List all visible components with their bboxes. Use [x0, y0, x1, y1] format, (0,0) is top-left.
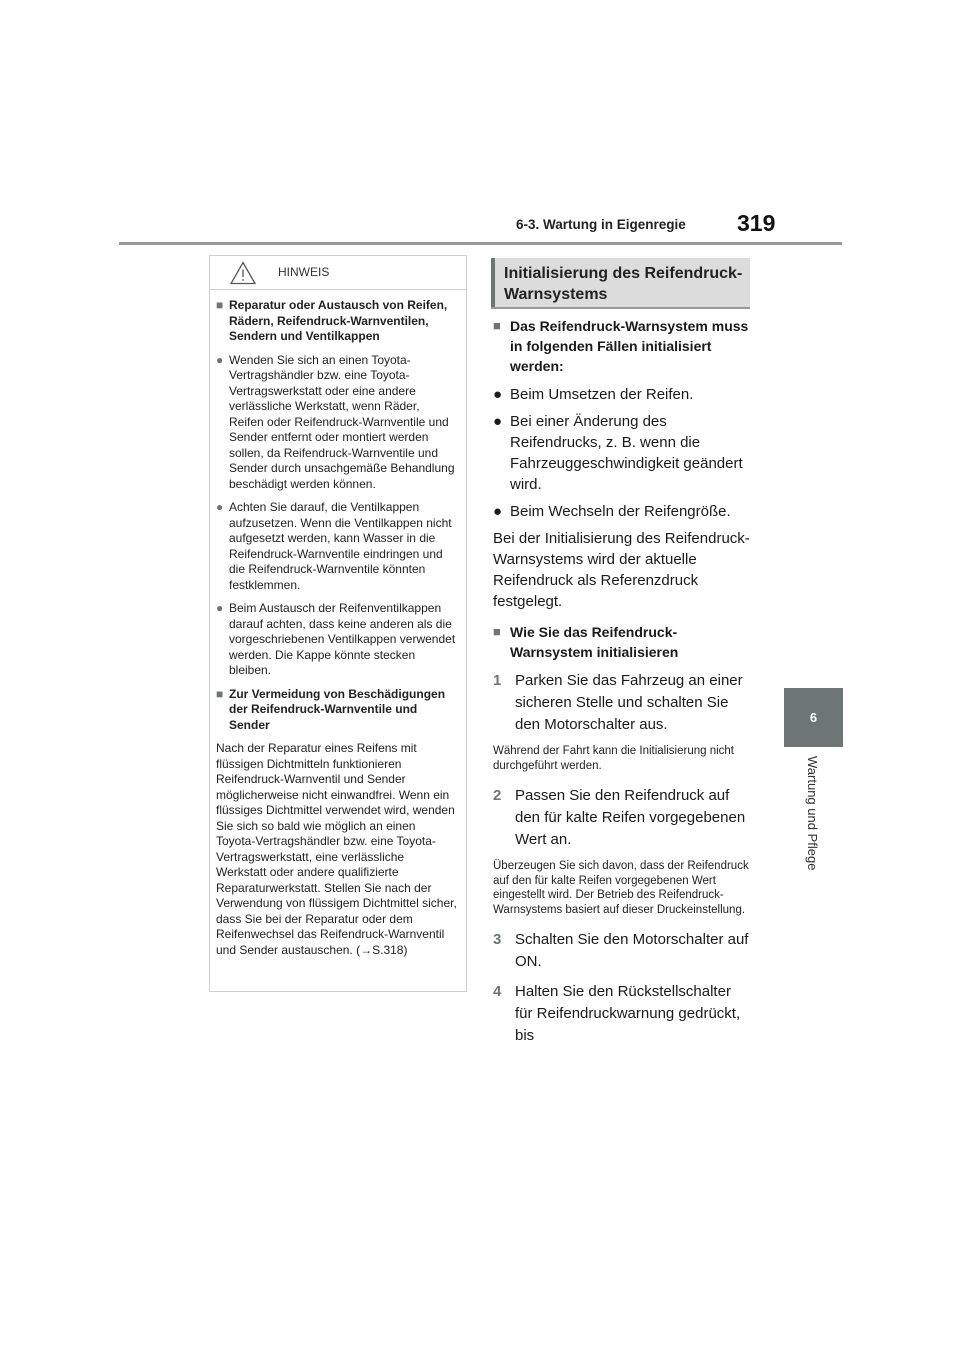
paragraph: Bei der Initialisierung des Reifendruck-Warnsystems wird der aktuelle Reifendruck als Referenzdruck festgelegt. [493, 530, 750, 610]
main-content [493, 316, 751, 1055]
step-note: Überzeugen Sie sich davon, dass der Reifendruck auf den für kalte Reifen vorgegebenen Wert eingestellt wird. Der Betrieb des Reifendruck-Warnsystems basiert auf dieser Druckeinstellung. [493, 860, 749, 916]
step-number: 2 [493, 787, 502, 804]
warning-icon [230, 261, 256, 285]
chapter-label: Wartung und Pflege [805, 756, 820, 871]
square-bullet-icon: ■ [216, 298, 224, 312]
notice-paragraph: Nach der Reparatur eines Reifens mit flüssigen Dichtmitteln funktionieren Reifendruck-Warnventil und Sender möglicherweise nicht einwandfrei. Wenn ein flüssiges Dichtmittel verwendet wird, wenden Sie sich so bald wie möglich an einen Toyota-Vertragshändler bzw. eine Toyota-Vertragswerkstatt, eine verlässliche Werkstatt oder andere qualifizierte Reparaturwerkstatt. Stellen Sie nach der Verwendung von flüssigem Dichtmittel sicher, dass Sie bei der Reparatur oder dem Reifenwechsel das Reifendruck-Warnventil und Sender austauschen. (→S.318) [216, 741, 457, 957]
step-item [493, 670, 751, 736]
notice-heading-text: Reparatur oder Austausch von Reifen, Rädern, Reifendruck-Warnventilen, Sendern und Ventilkappen [229, 298, 448, 343]
list-item-text: Beim Umsetzen der Reifen. [510, 386, 694, 403]
notice-heading-text: Zur Vermeidung von Beschädigungen der Reifendruck-Warnventile und Sender [229, 686, 446, 732]
square-bullet-icon: ■ [493, 624, 501, 639]
notice-bullet-text: Achten Sie darauf, die Ventilkappen aufzusetzen. Wenn die Ventilkappen nicht aufgesetzt werden, kann Wasser in die Reifendruck-Warnventile eindringen und die Reifendruck-Warnventile könnten festklemmen. [229, 500, 452, 592]
notice-title: HINWEIS [278, 264, 330, 279]
step-number: 1 [493, 672, 502, 689]
bullet-icon: ● [493, 413, 503, 430]
step-number: 4 [493, 983, 502, 1000]
header-divider [119, 242, 842, 245]
circle-bullet-icon: ● [216, 601, 224, 615]
subheading [493, 622, 751, 662]
notice-bullet-text: Wenden Sie sich an einen Toyota-Vertragshändler bzw. eine Toyota-Vertragswerkstatt oder eine andere verlässliche Werkstatt, wenn Räder, Reifen oder Reifendruck-Warnventile und Sender entfernt oder montiert werden sollen, da Reifendruck-Warnventile und Sender durch unsachgemäße Behandlung beschädigt werden können. [229, 352, 455, 491]
notice-heading [216, 298, 457, 345]
step-text: Passen Sie den Reifendruck auf den für kalte Reifen vorgegebenen Wert an. [515, 787, 746, 848]
bullet-icon: ● [493, 386, 503, 403]
list-item [493, 411, 751, 495]
circle-bullet-icon: ● [216, 352, 224, 367]
subheading-text: Wie Sie das Reifendruck-Warnsystem initialisieren [510, 624, 679, 660]
section-title: 6-3. Wartung in Eigenregie [516, 217, 686, 232]
notice-box [209, 255, 467, 992]
square-bullet-icon: ■ [216, 686, 224, 701]
list-item [493, 501, 751, 522]
notice-header [230, 256, 457, 289]
section-heading: Initialisierung des Reifendruck-Warnsystems [491, 258, 750, 308]
bullet-icon: ● [493, 503, 503, 520]
notice-bullet [216, 601, 457, 679]
notice-bullet [216, 500, 457, 593]
notice-bullet [216, 353, 457, 493]
step-text: Schalten Sie den Motorschalter auf ON. [515, 931, 749, 970]
step-item [493, 929, 751, 973]
step-item [493, 785, 751, 851]
list-item-text: Bei einer Änderung des Reifendrucks, z. B. wenn die Fahrzeuggeschwindigkeit geändert wird. [510, 413, 743, 493]
notice-divider [210, 289, 466, 290]
subheading [493, 316, 751, 376]
step-text: Parken Sie das Fahrzeug an einer sicheren Stelle und schalten Sie den Motorschalter aus. [515, 672, 743, 733]
chapter-number: 6 [809, 710, 818, 725]
step-number: 3 [493, 931, 502, 948]
page-number: 319 [737, 210, 776, 236]
square-bullet-icon: ■ [493, 318, 501, 333]
section-heading-rule [491, 307, 750, 309]
chapter-tab [784, 688, 843, 747]
list-item-text: Beim Wechseln der Reifengröße. [510, 503, 731, 520]
notice-bullet-text: Beim Austausch der Reifenventilkappen darauf achten, dass keine anderen als die vorgeschriebenen Ventilkappen verwendet werden. Die Kappe könnte stecken bleiben. [229, 601, 456, 677]
list-item [493, 384, 751, 405]
step-text: Halten Sie den Rückstellschalter für Reifendruckwarnung gedrückt, bis [515, 983, 741, 1044]
notice-heading [216, 687, 457, 734]
step-note: Während der Fahrt kann die Initialisierung nicht durchgeführt werden. [493, 745, 734, 772]
step-item [493, 981, 751, 1047]
subheading-text: Das Reifendruck-Warnsystem muss in folgenden Fällen initialisiert werden: [510, 318, 749, 374]
circle-bullet-icon: ● [216, 500, 224, 514]
